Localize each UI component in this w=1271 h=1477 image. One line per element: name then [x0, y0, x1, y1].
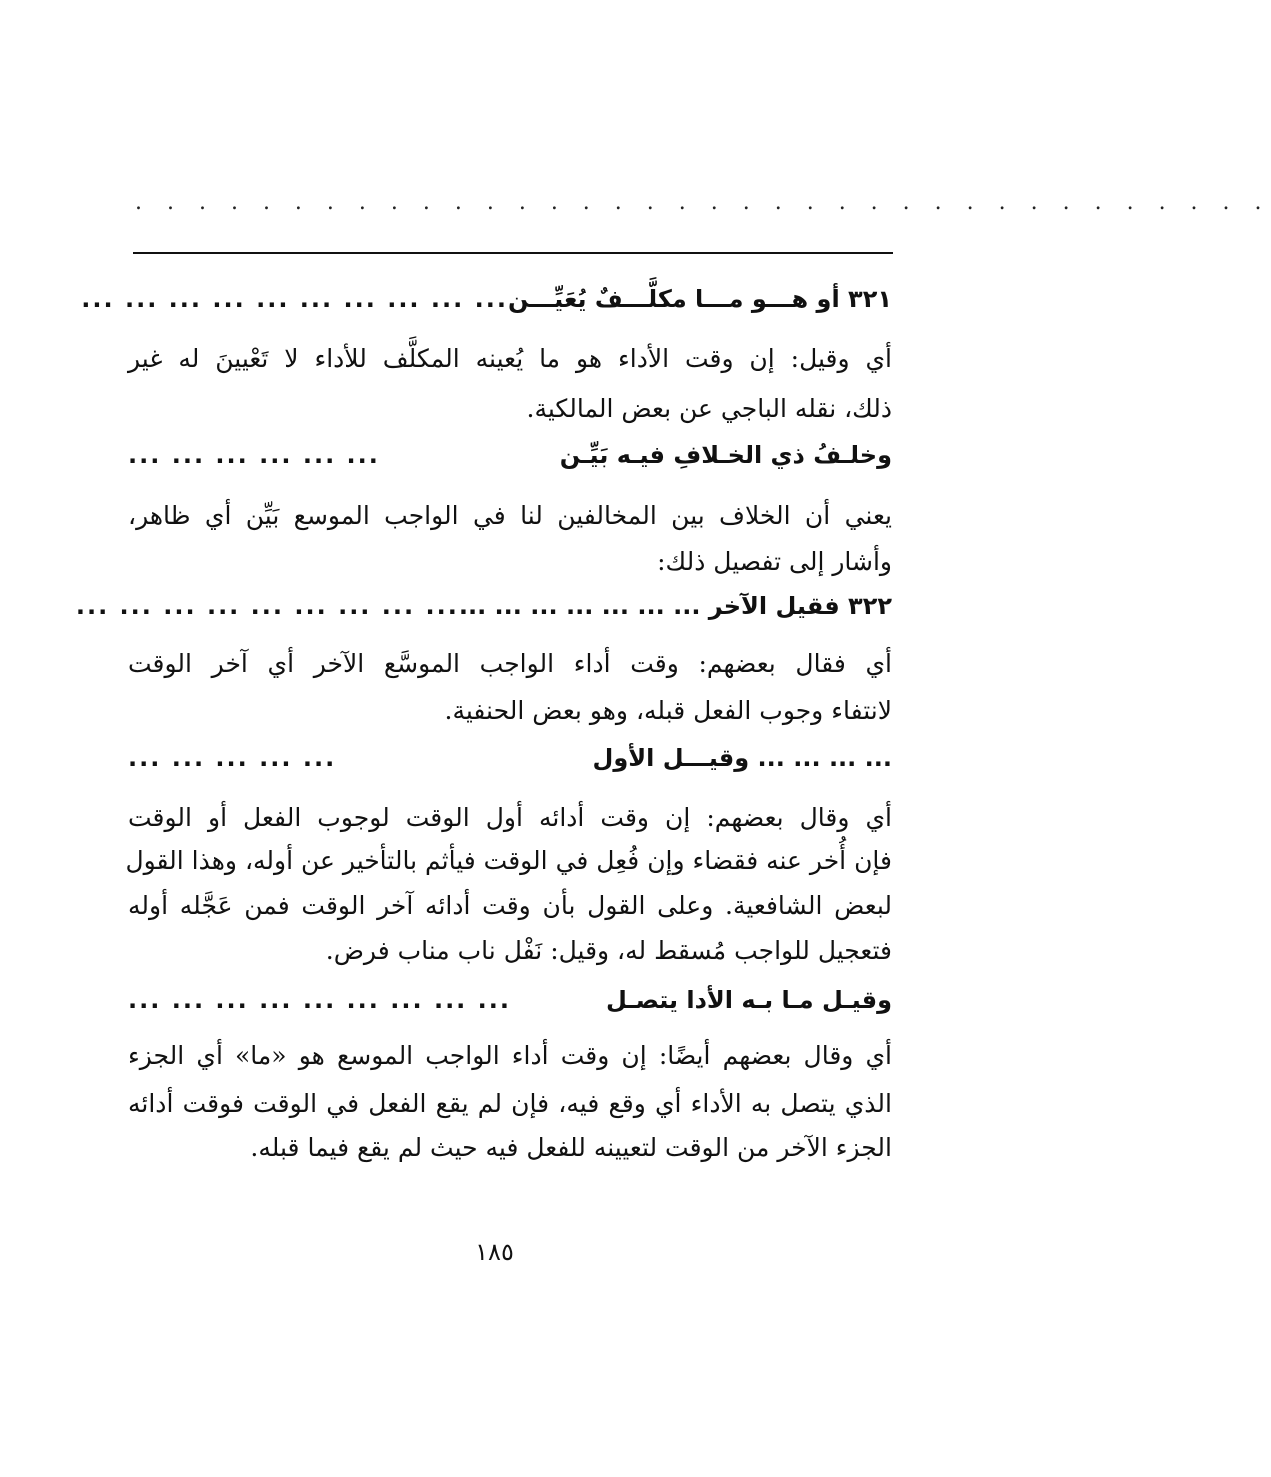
verse-dots: ... ... ... ... ... ... ... ... ... — [128, 986, 512, 1014]
paragraph-line: فإن أُخر عنه فقضاء وإن فُعِل في الوقت فيأثم بالتأخير عن أوله، وهذا القول — [125, 846, 892, 875]
header-dotted-line: . . . . . . . . . . . . . . . . . . . . . . . . . . . . . . . . . . . . — [135, 190, 1271, 215]
verse-text: ٣٢٢ فقيل الآخر ... ... ... ... ... ... ... — [458, 592, 892, 620]
paragraph-line: أي وقال بعضهم: إن وقت أدائه أول الوقت لوجوب الفعل أو الوقت — [128, 803, 892, 832]
paragraph-line: ذلك، نقله الباجي عن بعض المالكية. — [526, 394, 892, 423]
paragraph-line: وأشار إلى تفصيل ذلك: — [657, 547, 892, 576]
paragraph-line: الجزء الآخر من الوقت لتعيينه للفعل فيه حيث لم يقع فيما قبله. — [250, 1133, 892, 1162]
paragraph-line: أي وقال بعضهم أيضًا: إن وقت أداء الواجب الموسع هو «ما» أي الجزء — [128, 1041, 892, 1070]
paragraph-line: أي فقال بعضهم: وقت أداء الواجب الموسَّع الآخر أي آخر الوقت — [128, 649, 892, 678]
paragraph-line: الذي يتصل به الأداء أي وقع فيه، فإن لم يقع الفعل في الوقت فوقت أدائه — [128, 1089, 892, 1118]
page-number: ١٨٥ — [475, 1238, 514, 1266]
verse-awwal — [128, 738, 892, 778]
verse-dots: ... ... ... ... ... ... ... ... ... — [75, 592, 459, 620]
verse-text: وخلـفُ ذي الخـلافِ فيـه بَيِّـن — [559, 441, 892, 469]
paragraph-line: لانتفاء وجوب الفعل قبله، وهو بعض الحنفية. — [444, 696, 892, 725]
verse-dots: ... ... ... ... ... ... ... ... ... ... — [81, 285, 508, 313]
paragraph-line: لبعض الشافعية. وعلى القول بأن وقت أدائه آخر الوقت فمن عَجَّله أوله — [128, 891, 892, 920]
verse-321 — [81, 279, 892, 319]
verse-322 — [75, 586, 892, 626]
verse-text: ... ... ... ... وقيـــل الأول — [592, 744, 892, 772]
verse-yattasil — [128, 980, 892, 1020]
paragraph-line: يعني أن الخلاف بين المخالفين لنا في الواجب الموسع بَيِّن أي ظاهر، — [128, 501, 892, 530]
verse-dots: ... ... ... ... ... ... — [128, 441, 380, 469]
verse-text: وقيـل مـا بـه الأدا يتصـل — [605, 986, 892, 1014]
verse-dots: ... ... ... ... ... — [128, 744, 337, 772]
paragraph-line: فتعجيل للواجب مُسقط له، وقيل: نَفْل ناب مناب فرض. — [325, 936, 892, 965]
verse-text: ٣٢١ أو هـــو مـــا مكلَّـــفٌ يُعَيِّـــن — [507, 285, 892, 313]
paragraph-line: أي وقيل: إن وقت الأداء هو ما يُعينه المكلَّف للأداء لا تَعْيينَ له غير — [128, 344, 892, 373]
header-rule — [133, 252, 893, 254]
verse-khilaf — [128, 435, 892, 475]
